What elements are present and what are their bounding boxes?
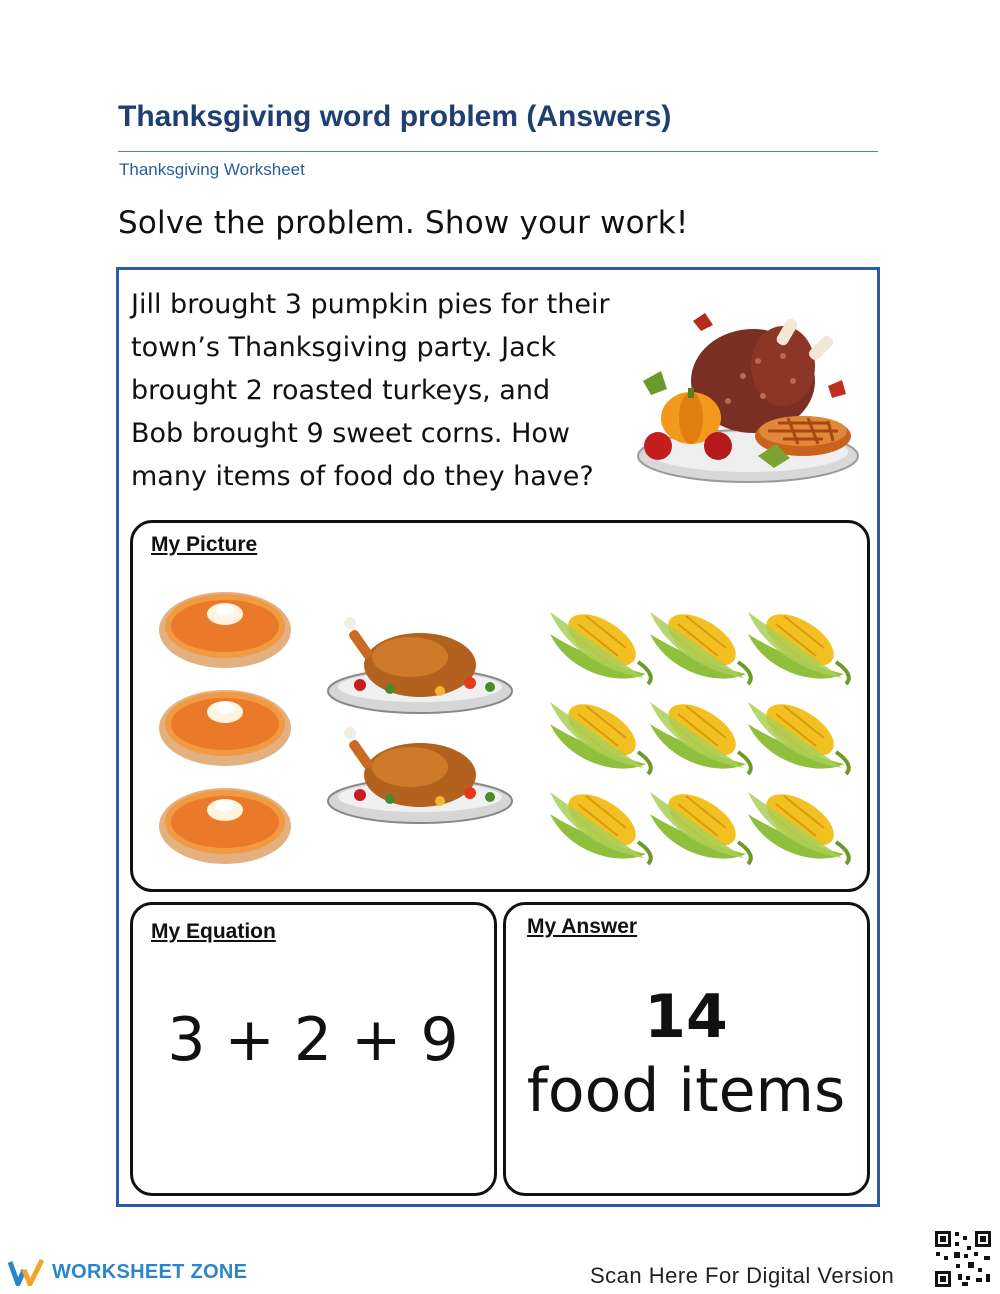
brand-first: WORKSHEET — [52, 1260, 185, 1283]
instruction-text: Solve the problem. Show your work! — [118, 205, 689, 241]
answer-number: 14 — [644, 982, 728, 1052]
page-subtitle: Thanksgiving Worksheet — [119, 160, 305, 179]
picture-drawing — [150, 580, 860, 880]
problem-line: many items of food do they have? — [131, 461, 594, 492]
corn-icon — [550, 694, 651, 774]
corn-icon — [650, 784, 751, 864]
brand-second: ZONE — [190, 1260, 248, 1283]
answer-unit: food items — [526, 1056, 846, 1126]
word-problem — [131, 283, 631, 498]
problem-line: Bob brought 9 sweet corns. How — [131, 418, 571, 449]
problem-line: town’s Thanksgiving party. Jack — [131, 332, 557, 363]
equation-text: 3 + 2 + 9 — [167, 1005, 459, 1075]
corn-icon — [748, 694, 849, 774]
corn-icon — [550, 604, 651, 684]
roast-turkey-icon — [328, 617, 512, 713]
problem-line: brought 2 roasted turkeys, and — [131, 375, 551, 406]
problem-line: Jill brought 3 pumpkin pies for their — [131, 289, 610, 320]
equation-label: My Equation — [151, 920, 276, 943]
corn-icon — [748, 604, 849, 684]
picture-label: My Picture — [151, 533, 258, 556]
page-title: Thanksgiving word problem (Answers) — [118, 100, 672, 133]
pumpkin-pie-icon — [159, 690, 291, 766]
worksheetzone-logo[interactable] — [8, 1258, 247, 1286]
brand-name — [52, 1261, 247, 1284]
pumpkin-pie-icon — [159, 592, 291, 668]
corn-icon — [748, 784, 849, 864]
scan-text: Scan Here For Digital Version — [590, 1263, 895, 1288]
corn-icon — [650, 604, 751, 684]
roast-turkey-icon — [328, 727, 512, 823]
title-divider — [118, 151, 878, 152]
qr-code[interactable] — [932, 1228, 994, 1290]
corn-icon — [550, 784, 651, 864]
corn-icon — [650, 694, 751, 774]
feast-illustration — [633, 306, 863, 496]
worksheetzone-logo-icon — [8, 1258, 46, 1286]
pumpkin-pie-icon — [159, 788, 291, 864]
answer-label: My Answer — [527, 915, 638, 938]
